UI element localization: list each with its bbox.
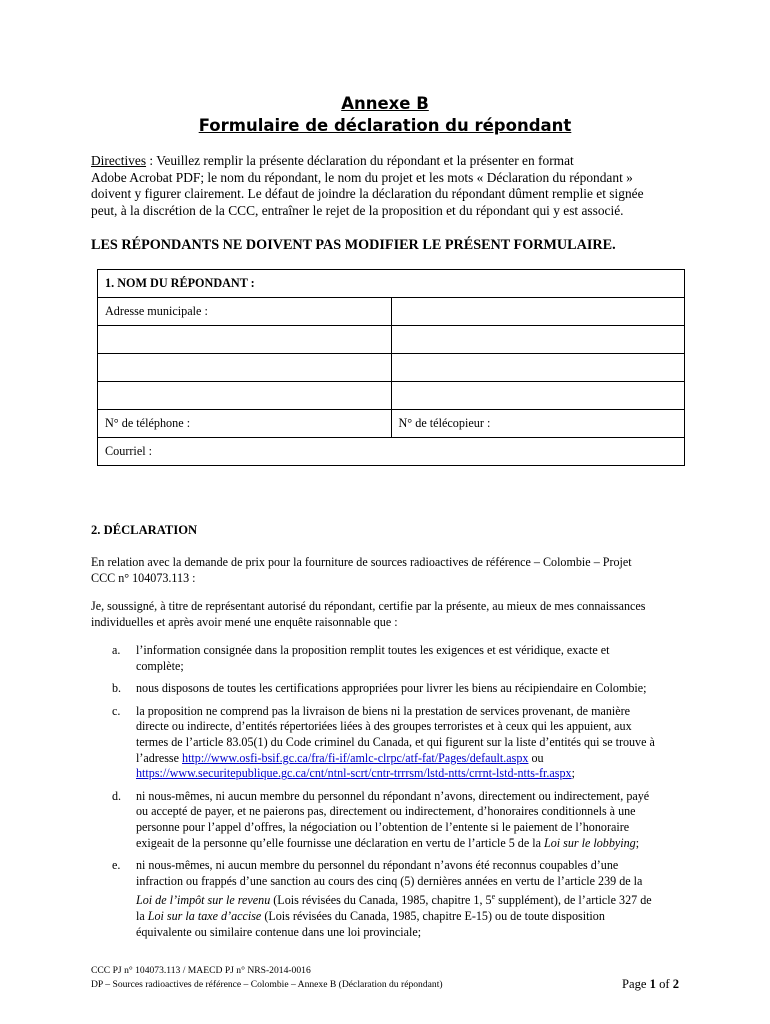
footer-reference: CCC PJ n° 104073.113 / MAECD PJ n° NRS-2014-0016 [91,965,311,976]
public-safety-link[interactable]: https://www.securitepublique.gc.ca/cnt/ntnl-scrt/cntr-trrrsm/lstd-ntts/crrnt-lstd-ntts-fr.aspx [136,766,572,781]
annex-title: Annexe B [341,94,429,113]
list-item [91,789,691,851]
item-e-line-3c: supplément), de l’article 327 de [495,893,652,908]
list-item [91,643,691,674]
item-b-line-1: nous disposons de toutes les certifications appropriées pour livrer les biens au récipiendaire en Colombie; [136,681,647,696]
item-e-line-4b: (Lois révisées du Canada, 1985, chapitre E-15) ou de toute disposition [261,908,605,923]
item-c-line-4: l’adresse [136,750,183,765]
address-field-1[interactable] [391,298,685,326]
page-footer [91,964,443,992]
item-c-line-1: la proposition ne comprend pas la livraison de biens ni la prestation de services provenant, de manière [136,703,631,718]
item-a-line-1: l’information consignée dans la proposition remplit toutes les exigences et est véridique, exacte et [136,643,610,657]
form-title: Formulaire de déclaration du répondant [198,116,572,135]
list-letter: e. [112,858,121,873]
address-field-4[interactable] [98,354,392,382]
fax-field[interactable]: N° de télécopieur : [391,410,685,438]
lobbying-act-title: Loi sur le lobbying [544,835,636,850]
total-pages: 2 [672,977,680,991]
list-text [136,789,691,851]
item-e-line-1: ni nous-mêmes, ni aucun membre du personnel du répondant n’avons été reconnus coupables d’une [136,858,619,873]
item-e-line-3b: (Lois révisées du Canada, 1985, chapitre 1, 5 [270,893,492,908]
declaration-list [91,643,691,947]
directives-label: Directives [91,153,147,168]
declaration-heading: 2. DÉCLARATION [91,523,198,537]
respondent-name-heading: 1. NOM DU RÉPONDANT : [98,270,685,298]
item-c-line-3: termes de l’article 83.05(1) du Code criminel du Canada, et qui figurent sur la liste d’entités qui se trouve à [136,734,655,749]
item-d-line-1: ni nous-mêmes, ni aucun membre du personnel du répondant n’avons, directement ou indirectement, payé [136,788,650,803]
list-item [91,704,691,782]
current-page: 1 [649,977,656,991]
email-field[interactable]: Courriel : [98,438,685,466]
of-word: of [655,977,673,991]
osfi-link[interactable]: http://www.osfi-bsif.gc.ca/fra/fi-if/amlc-clrpc/atf-fat/Pages/default.aspx [182,750,529,765]
request-line-2: CCC n° 104073.113 : [91,570,196,585]
list-letter: b. [112,681,122,696]
item-d-line-4: exigeait de la personne qu’elle fournisse une déclaration en vertu de l’article 5 de la [136,835,544,850]
item-c-end: ; [571,766,575,781]
item-d-line-3: personne pour l’appel d’offres, la négociation ou l’obtention de l’entente si le paiement de l’honoraire [136,819,630,834]
item-c-line-2: directe ou indirecte, d’entités répertoriées liées à des groupes terroristes et à ceux qui les appuient, aux [136,719,632,734]
directives-paragraph [91,153,691,219]
page-number [622,977,679,992]
list-text [136,858,691,940]
item-c-or: ou [528,750,544,765]
address-field-5[interactable] [391,354,685,382]
page-word: Page [622,977,650,991]
certify-line-2: individuelles et après avoir mené une enquête raisonnable que : [91,614,398,629]
directives-line-2: Adobe Acrobat PDF; le nom du répondant, le nom du projet et les mots « Déclaration du répondant » [91,169,633,185]
list-letter: c. [112,703,121,718]
do-not-modify-warning: LES RÉPONDANTS NE DOIVENT PAS MODIFIER LE PRÉSENT FORMULAIRE. [91,237,616,253]
item-d-end: ; [635,835,640,850]
certify-paragraph [91,599,691,630]
address-field-6[interactable] [98,382,392,410]
list-text [136,681,691,697]
phone-field[interactable]: N° de téléphone : [98,410,392,438]
directives-line-3: doivent y figurer clairement. Le défaut de joindre la déclaration du répondant dûment remplie et signée [91,186,644,201]
request-line-1: En relation avec la demande de prix pour la fourniture de sources radioactives de référence – Colombie – Projet [91,555,632,569]
address-field-3[interactable] [391,326,685,354]
footer-description: DP – Sources radioactives de référence – Colombie – Annexe B (Déclaration du répondant) [91,979,443,990]
income-tax-act-title: Loi de l’impôt sur le revenu [136,893,271,908]
directives-line-4: peut, à la discrétion de la CCC, entraîner le rejet de la proposition et du répondant qui y est associé. [91,202,624,218]
list-item [91,681,691,697]
address-label: Adresse municipale : [98,298,392,326]
address-field-7[interactable] [391,382,685,410]
item-e-sup: e [491,892,496,902]
directives-line-1: : Veuillez remplir la présente déclaration du répondant et la présenter en format [146,153,574,168]
excise-tax-act-title: Loi sur la taxe d’accise [147,908,262,923]
address-field-2[interactable] [98,326,392,354]
respondent-table [97,269,685,466]
certify-line-1: Je, soussigné, à titre de représentant autorisé du répondant, certifie par la présente, au mieux de mes connaissances [91,599,646,613]
list-item [91,858,691,940]
list-text [136,704,691,782]
item-e-line-4a: la [136,908,148,923]
item-a-line-2: complète; [136,658,184,673]
list-text [136,643,691,674]
item-e-line-2: infraction ou frappés d’une sanction au cours des cinq (5) dernières années en vertu de l’article 239 de la [136,873,643,888]
item-e-line-5: équivalente ou similaire contenue dans une loi provinciale; [136,924,422,939]
list-letter: d. [112,788,122,803]
list-letter: a. [112,643,121,657]
item-d-line-2: ou accepté de payer, et ne paierons pas, directement ou indirectement, d’honoraires conditionnels à une [136,804,636,819]
request-paragraph [91,555,691,586]
